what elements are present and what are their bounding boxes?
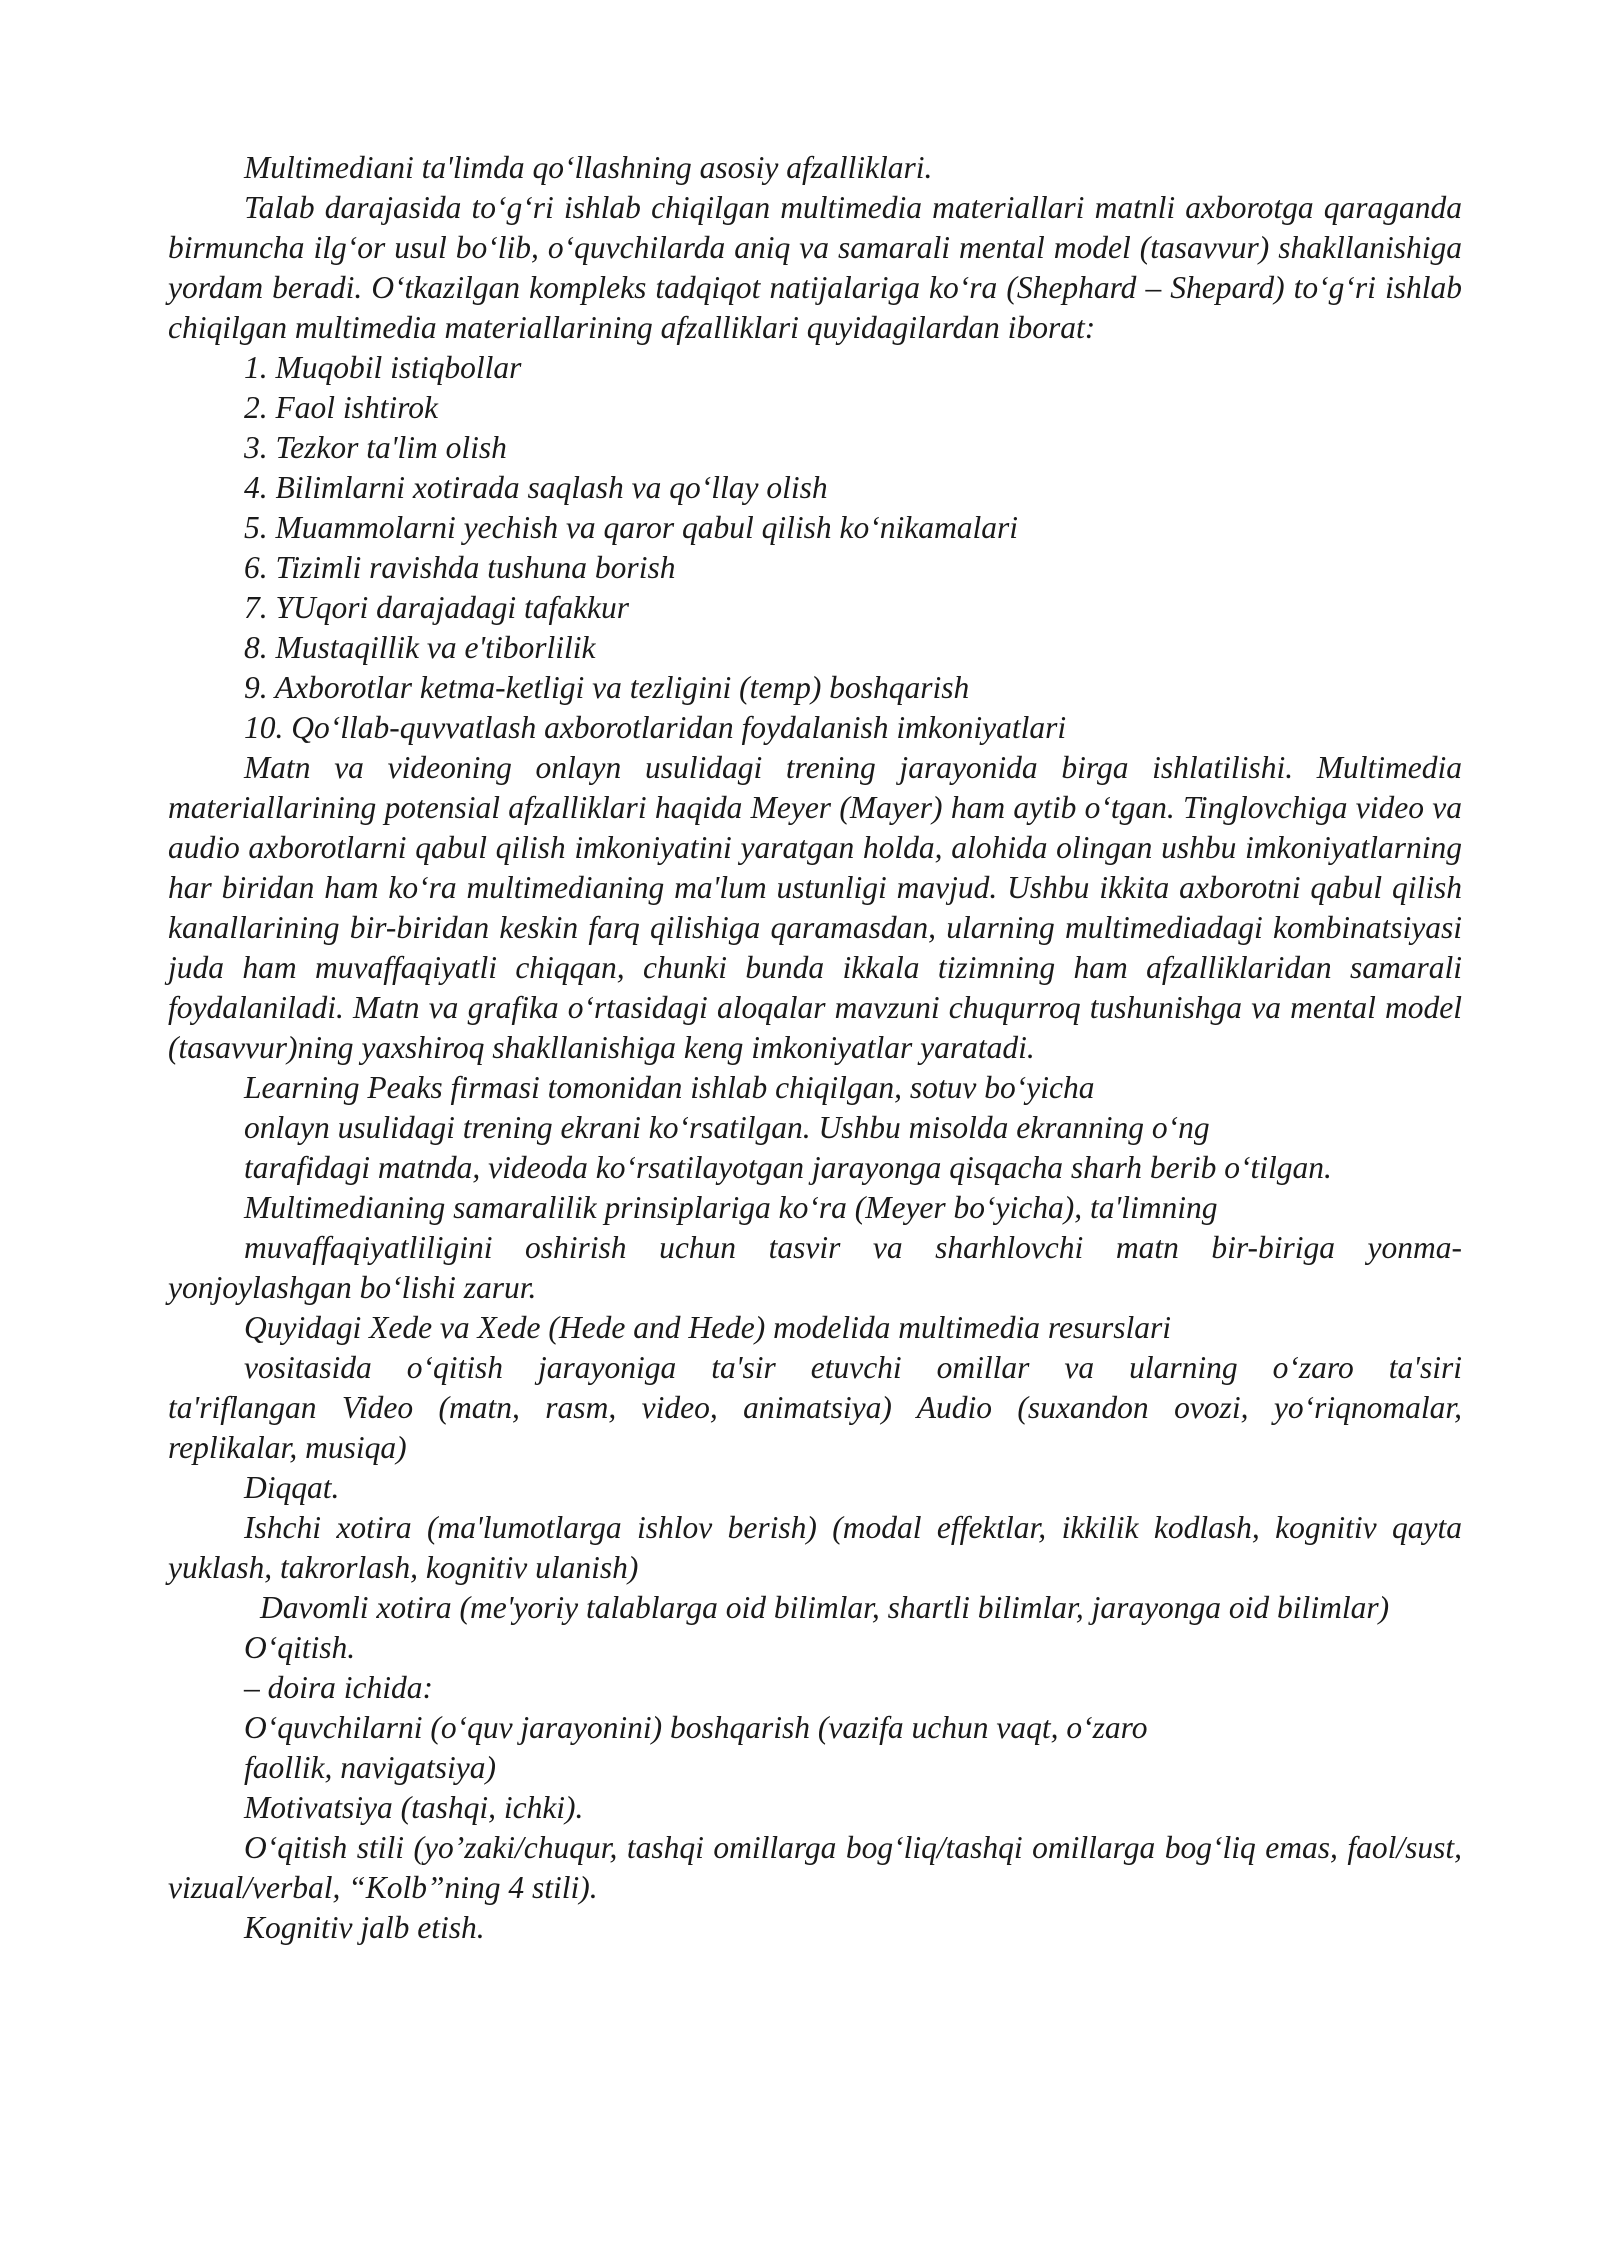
paragraph-line: muvaffaqiyatliligini oshirish uchun tasvir va sharhlovchi matn bir-biriga yonma-: [244, 1230, 1462, 1265]
paragraph-line: O‘quvchilarni (o‘quv jarayonini) boshqarish (vazifa uchun vaqt, o‘zaro: [244, 1710, 1148, 1745]
list-item: 3. Tezkor ta'lim olish: [244, 430, 507, 465]
mayer-paragraph: Matn va videoning onlayn usulidagi trening jarayonida birga ishlatilishi. Multimedia materiallarining potensial afzalliklari haqida Meyer (Mayer) ham aytib o‘tgan. Tinglovchiga video va audio axborotlarni qabul qilish imkoniyatini yaratgan holda, alohida olingan ushbu imkoniyatlarning har biridan ham ko‘ra multimedianing ma'lum ustunligi mavjud. Ushbu ikkita axborotni qabul qilish kanallarining bir-biridan keskin farq qilishiga qaramasdan, ularning multimediadagi kombinatsiyasi juda ham muvaffaqiyatli chiqqan, chunki bunda ikkala tizimning ham afzalliklaridan samarali foydalaniladi. Matn va grafika o‘rtasidagi aloqalar mavzuni chuqurroq tushunishga va mental model (tasavvur)ning yaxshiroq shakllanishiga keng imkoniyatlar yaratadi.: [168, 750, 1462, 1065]
paragraph-line: tarafidagi matnda, videoda ko‘rsatilayotgan jarayonga qisqacha sharh berib o‘tilgan.: [244, 1150, 1332, 1185]
learning-peaks-paragraph: [168, 1068, 1462, 1188]
paragraph-line: Quyidagi Xede va Xede (Hede and Hede) modelida multimedia resurslari: [244, 1310, 1171, 1345]
learner-control-paragraph: [168, 1708, 1462, 1788]
learning-style-paragraph: O‘qitish stili (yo’zaki/chuqur, tashqi omillarga bog‘liq/tashqi omillarga bog‘liq emas, faol/sust, vizual/verbal, “Kolb”ning 4 stili).: [168, 1830, 1462, 1905]
paragraph-line: vositasida o‘qitish jarayoniga ta'sir etuvchi omillar va ularning o‘zaro ta'siri: [244, 1350, 1462, 1385]
teaching-line: O‘qitish.: [244, 1630, 356, 1665]
list-item: 2. Faol ishtirok: [244, 390, 438, 425]
paragraph-line: yonjoylashgan bo‘lishi zarur.: [168, 1270, 537, 1305]
list-item: 8. Mustaqillik va e'tiborlilik: [244, 630, 596, 665]
advantages-list: [168, 348, 1462, 748]
intro-paragraph: Talab darajasida to‘g‘ri ishlab chiqilgan multimedia materiallari matnli axborotga qaraganda birmuncha ilg‘or usul bo‘lib, o‘quvchilarda aniq va samarali mental model (tasavvur) shakllanishiga yordam beradi. O‘tkazilgan kompleks tadqiqot natijalariga ko‘ra (Shephard – Shepard) to‘g‘ri ishlab chiqilgan multimedia materiallarining afzalliklari quyidagilardan iborat:: [168, 190, 1462, 345]
section-heading: Multimediani ta'limda qo‘llashning asosiy afzalliklari.: [244, 150, 933, 185]
paragraph-line: ta'riflangan Video (matn, rasm, video, animatsiya) Audio (suxandon ovozi, yo‘riqnomalar,: [168, 1390, 1462, 1425]
document-page: [168, 148, 1462, 1948]
list-item: 7. YUqori darajadagi tafakkur: [244, 590, 630, 625]
paragraph-line: Learning Peaks firmasi tomonidan ishlab chiqilgan, sotuv bo‘yicha: [244, 1070, 1095, 1105]
principles-paragraph: [168, 1188, 1462, 1308]
list-item: 4. Bilimlarni xotirada saqlash va qo‘llay olish: [244, 470, 828, 505]
paragraph-line: Multimedianing samaralilik prinsiplariga ko‘ra (Meyer bo‘yicha), ta'limning: [244, 1190, 1218, 1225]
list-item: 6. Tizimli ravishda tushuna borish: [244, 550, 676, 585]
attention-line: Diqqat.: [244, 1470, 340, 1505]
motivation-line: Motivatsiya (tashqi, ichki).: [244, 1790, 584, 1825]
list-item: 10. Qo‘llab-quvvatlash axborotlaridan foydalanish imkoniyatlari: [244, 710, 1067, 745]
long-term-memory-paragraph: Davomli xotira (me'yoriy talablarga oid bilimlar, shartli bilimlar, jarayonga oid bilimlar): [260, 1590, 1390, 1625]
list-item: 9. Axborotlar ketma-ketligi va tezligini (temp) boshqarish: [244, 670, 970, 705]
paragraph-line: onlayn usulidagi trening ekrani ko‘rsatilgan. Ushbu misolda ekranning o‘ng: [244, 1110, 1210, 1145]
within-circle-line: – doira ichida:: [244, 1670, 433, 1705]
list-item: 1. Muqobil istiqbollar: [244, 350, 522, 385]
list-item: 5. Muammolarni yechish va qaror qabul qilish ko‘nikamalari: [244, 510, 1019, 545]
cognitive-engagement-line: Kognitiv jalb etish.: [244, 1910, 485, 1945]
hede-model-paragraph: [168, 1308, 1462, 1468]
working-memory-paragraph: Ishchi xotira (ma'lumotlarga ishlov berish) (modal effektlar, ikkilik kodlash, kognitiv qayta yuklash, takrorlash, kognitiv ulanish): [168, 1510, 1462, 1585]
paragraph-line: replikalar, musiqa): [168, 1430, 407, 1465]
paragraph-line: faollik, navigatsiya): [244, 1750, 496, 1785]
